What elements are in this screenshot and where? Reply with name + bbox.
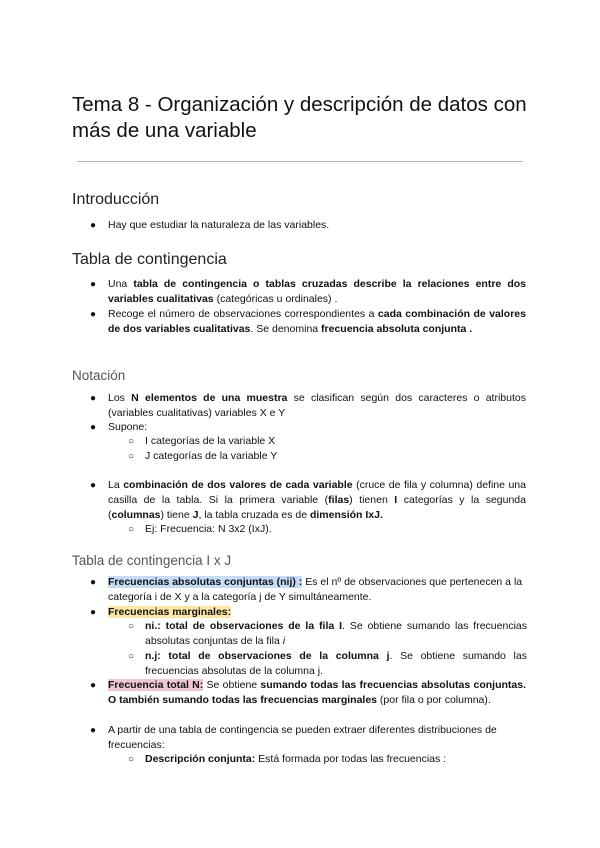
sub-list-item: ni.: total de observaciones de la fila I. Se obtiene sumando las frecuencias absolutas conjuntas de la fila i [145, 620, 528, 647]
bullet-icon: ● [90, 480, 97, 491]
horizontal-divider [77, 161, 523, 162]
list-item: Una tabla de contingencia o tablas cruzadas describe la relaciones entre dos variables cualitativas (categóricas u ordinales) . [108, 278, 526, 305]
circle-bullet-icon: ○ [128, 651, 135, 662]
circle-bullet-icon: ○ [128, 436, 135, 447]
circle-bullet-icon: ○ [128, 451, 135, 462]
bullet-icon: ● [90, 680, 97, 691]
list-item: Frecuencias marginales: [108, 606, 232, 618]
heading-introduccion: Introducción [72, 191, 160, 208]
sub-list-item: Ej: Frecuencia: N 3x2 (IxJ). [145, 523, 272, 535]
list-item: Frecuencias absolutas conjuntas (nij) : Es el nº de observaciones que pertenecen a la categoría i de X y a la categoría j de Y simultáneamente. [108, 576, 523, 603]
list-item: Hay que estudiar la naturaleza de las variables. [108, 219, 330, 231]
bullet-icon: ● [90, 422, 97, 433]
heading-tabla-contingencia: Tabla de contingencia [72, 251, 227, 268]
bullet-icon: ● [90, 577, 97, 588]
bullet-icon: ● [90, 393, 97, 404]
bullet-icon: ● [90, 607, 97, 618]
circle-bullet-icon: ○ [128, 524, 135, 535]
sub-list-item: J categorías de la variable Y [145, 450, 278, 462]
page-title: Tema 8 - Organización y descripción de datos con más de una variable [72, 93, 527, 142]
list-item: Los N elementos de una muestra se clasifican según dos caracteres o atributos (variables cualitativas) variables X e Y [108, 392, 526, 419]
sub-list-item: I categorías de la variable X [145, 435, 276, 447]
list-item: Supone: [108, 421, 148, 433]
bullet-icon: ● [90, 220, 97, 231]
sub-list-item: Descripción conjunta: Está formada por todas las frecuencias : [145, 753, 447, 765]
heading-notacion: Notación [72, 368, 126, 383]
list-item: La combinación de dos valores de cada variable (cruce de fila y columna) define una casilla de la tabla. Si la primera variable (filas) tienen I categorías y la segunda (columnas) tiene J, la tabla cruzada es de dimensión IxJ. [108, 479, 526, 521]
circle-bullet-icon: ○ [128, 754, 135, 765]
heading-tabla-ixj: Tabla de contingencia I x J [72, 553, 232, 568]
bullet-icon: ● [90, 725, 97, 736]
list-item: Frecuencia total N: Se obtiene sumando todas las frecuencias absolutas conjuntas. O también sumando todas las frecuencias marginales (por fila o por columna). [108, 679, 526, 706]
list-item: Recoge el número de observaciones correspondientes a cada combinación de valores de dos variables cualitativas. Se denomina frecuencia absoluta conjunta . [108, 308, 526, 335]
bullet-icon: ● [90, 309, 97, 320]
sub-list-item: n.j: total de observaciones de la columna j. Se obtiene sumando las frecuencias absolutas de la columna j. [145, 650, 527, 677]
circle-bullet-icon: ○ [128, 621, 135, 632]
bullet-icon: ● [90, 279, 97, 290]
list-item: A partir de una tabla de contingencia se pueden extraer diferentes distribuciones de frecuencias: [108, 724, 497, 751]
